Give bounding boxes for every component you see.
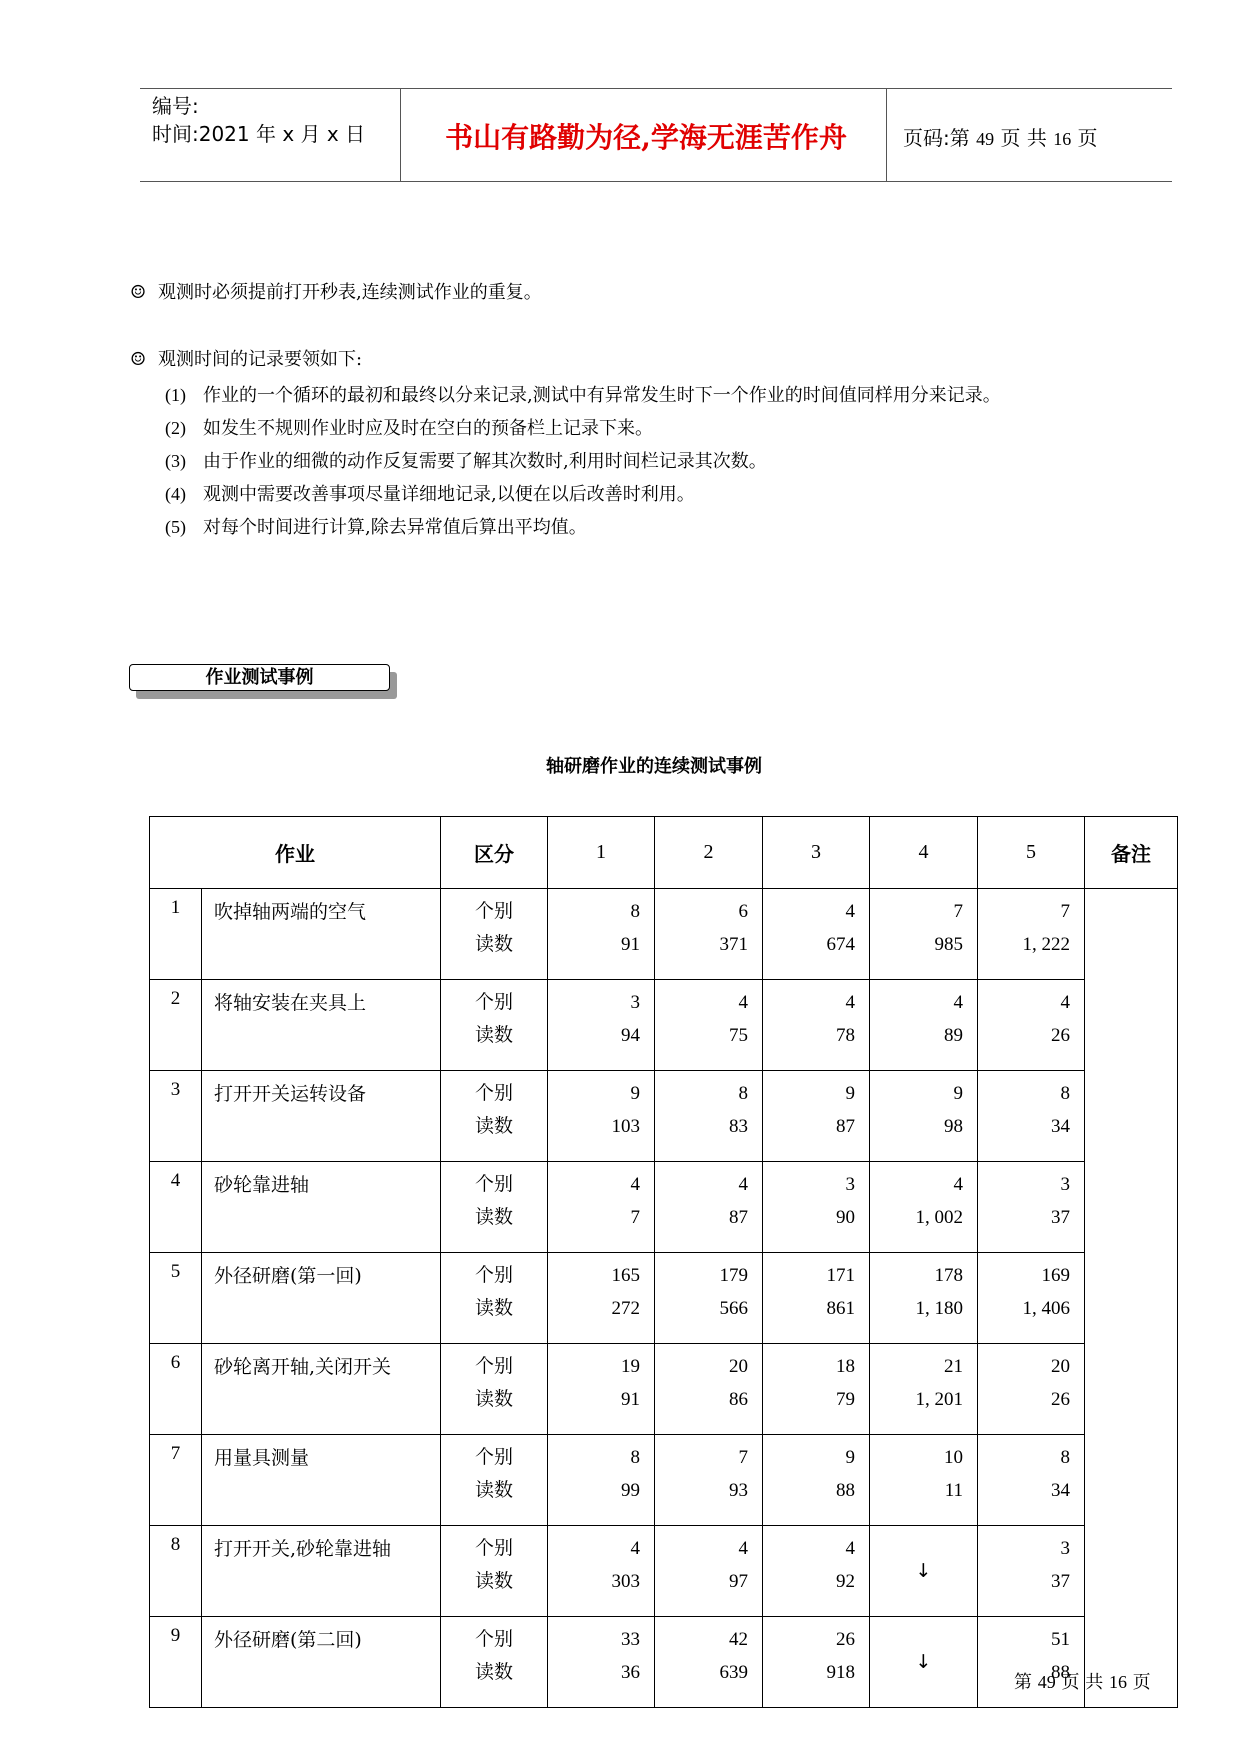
- value-cell: [870, 889, 978, 980]
- row-class: [441, 889, 548, 980]
- individual-value: 3: [630, 992, 640, 1013]
- row-task: 外径研磨(第二回): [202, 1617, 441, 1708]
- reading-value: 90: [836, 1207, 855, 1228]
- table-row: [150, 1162, 1178, 1253]
- footer-mid: 页 共: [1061, 1672, 1104, 1693]
- individual-value: 20: [1051, 1356, 1070, 1377]
- table-caption: 轴研磨作业的连续测试事例: [546, 756, 762, 777]
- reading-value: 674: [826, 934, 855, 955]
- row-task: 砂轮靠进轴: [202, 1162, 441, 1253]
- header-motto: 书山有路勤为径,学海无涯苦作舟: [445, 121, 847, 154]
- reading-value: 92: [836, 1571, 855, 1592]
- header-col-3: 3: [763, 817, 870, 889]
- individual-value: 165: [611, 1265, 640, 1286]
- individual-value: 4: [630, 1174, 640, 1195]
- individual-value: 4: [738, 1174, 748, 1195]
- individual-value: 18: [836, 1356, 855, 1377]
- class-individual: 个别: [474, 1537, 513, 1559]
- reading-value: 86: [729, 1389, 748, 1410]
- value-cell: [763, 1617, 870, 1708]
- reading-value: 88: [1051, 1662, 1070, 1683]
- individual-value: 4: [738, 1538, 748, 1559]
- value-cell: [655, 1344, 763, 1435]
- row-number: 8: [150, 1526, 202, 1617]
- page-current: 49: [976, 129, 995, 149]
- bullet-item: [130, 345, 362, 371]
- value-cell: [870, 1071, 978, 1162]
- class-individual: 个别: [474, 1082, 513, 1104]
- reading-value: 94: [621, 1025, 640, 1046]
- footer-prefix: 第: [1014, 1672, 1032, 1693]
- reading-value: 1, 180: [915, 1298, 963, 1319]
- class-reading: 读数: [474, 1661, 513, 1683]
- reading-value: 11: [944, 1480, 963, 1501]
- header-col-2: 2: [655, 817, 763, 889]
- code-label: 编号:: [152, 94, 199, 118]
- reading-value: 89: [944, 1025, 963, 1046]
- individual-value: 9: [630, 1083, 640, 1104]
- list-text: 由于作业的细微的动作反复需要了解其次数时,利用时间栏记录其次数。: [203, 451, 767, 472]
- table-row: [150, 889, 1178, 980]
- individual-value: 3: [845, 1174, 855, 1195]
- value-cell: [763, 1526, 870, 1617]
- value-cell: [655, 1162, 763, 1253]
- class-individual: 个别: [474, 900, 513, 922]
- measurement-table: [149, 816, 1178, 1708]
- individual-value: 4: [1060, 992, 1070, 1013]
- individual-value: 21: [944, 1356, 963, 1377]
- row-class: [441, 1071, 548, 1162]
- list-item: [165, 414, 653, 440]
- bullet-item: [130, 278, 542, 304]
- value-cell: [978, 980, 1085, 1071]
- row-number: 2: [150, 980, 202, 1071]
- reading-value: 37: [1051, 1571, 1070, 1592]
- value-cell: [655, 1435, 763, 1526]
- value-cell: [655, 1526, 763, 1617]
- value-cell: [655, 1071, 763, 1162]
- list-text: 对每个时间进行计算,除去异常值后算出平均值。: [203, 517, 587, 538]
- individual-value: 3: [1060, 1538, 1070, 1559]
- individual-value: 7: [953, 901, 963, 922]
- value-cell: [548, 1071, 655, 1162]
- reading-value: 91: [621, 1389, 640, 1410]
- reading-value: 26: [1051, 1389, 1070, 1410]
- reading-value: 83: [729, 1116, 748, 1137]
- reading-value: 918: [826, 1662, 855, 1683]
- header-col-4: 4: [870, 817, 978, 889]
- list-number: (3): [165, 451, 186, 471]
- list-text: 观测中需要改善事项尽量详细地记录,以便在以后改善时利用。: [203, 484, 695, 505]
- smiley-icon: ☺: [130, 282, 147, 303]
- list-item: [165, 513, 587, 539]
- row-class: [441, 1162, 548, 1253]
- list-item: [165, 447, 767, 473]
- header-class: 区分: [441, 817, 548, 889]
- footer-total: 16: [1108, 1672, 1127, 1692]
- value-cell: [870, 1435, 978, 1526]
- table-row: [150, 1071, 1178, 1162]
- value-cell: [763, 980, 870, 1071]
- value-cell: [978, 1162, 1085, 1253]
- header-top-rule: [140, 88, 1172, 89]
- value-cell: [548, 1526, 655, 1617]
- row-number: 4: [150, 1162, 202, 1253]
- list-number: (2): [165, 418, 186, 438]
- reading-value: 78: [836, 1025, 855, 1046]
- value-cell: [978, 1253, 1085, 1344]
- individual-value: 8: [1060, 1447, 1070, 1468]
- row-number: 5: [150, 1253, 202, 1344]
- list-item: [165, 480, 695, 506]
- individual-value: 4: [845, 992, 855, 1013]
- row-number: 3: [150, 1071, 202, 1162]
- individual-value: 178: [934, 1265, 963, 1286]
- reading-value: 1, 406: [1022, 1298, 1070, 1319]
- list-number: (4): [165, 484, 186, 504]
- value-cell: [548, 980, 655, 1071]
- reading-value: 371: [719, 934, 748, 955]
- row-number: 7: [150, 1435, 202, 1526]
- individual-value: 19: [621, 1356, 640, 1377]
- individual-value: 26: [836, 1629, 855, 1650]
- individual-value: 4: [738, 992, 748, 1013]
- value-cell: [548, 1344, 655, 1435]
- reading-value: 87: [729, 1207, 748, 1228]
- individual-value: 33: [621, 1629, 640, 1650]
- reading-value: 97: [729, 1571, 748, 1592]
- individual-value: 4: [630, 1538, 640, 1559]
- reading-value: 99: [621, 1480, 640, 1501]
- header-meta: [152, 92, 365, 148]
- class-individual: 个别: [474, 1628, 513, 1650]
- individual-value: 4: [953, 992, 963, 1013]
- reading-value: 91: [621, 934, 640, 955]
- header-task: 作业: [150, 817, 441, 889]
- reading-value: 37: [1051, 1207, 1070, 1228]
- value-cell: [763, 889, 870, 980]
- row-class: [441, 1344, 548, 1435]
- list-number: (1): [165, 385, 186, 405]
- individual-value: 179: [719, 1265, 748, 1286]
- table-row: [150, 1435, 1178, 1526]
- individual-value: 8: [630, 901, 640, 922]
- class-individual: 个别: [474, 1264, 513, 1286]
- individual-value: 51: [1051, 1629, 1070, 1650]
- page-total: 16: [1053, 129, 1072, 149]
- row-number: 9: [150, 1617, 202, 1708]
- individual-value: 4: [953, 1174, 963, 1195]
- list-text: 如发生不规则作业时应及时在空白的预备栏上记录下来。: [203, 418, 653, 439]
- row-number: 6: [150, 1344, 202, 1435]
- class-reading: 读数: [474, 1388, 513, 1410]
- class-reading: 读数: [474, 1206, 513, 1228]
- row-task: 用量具测量: [202, 1435, 441, 1526]
- table-header-row: [150, 817, 1178, 889]
- value-cell: [655, 889, 763, 980]
- row-task: 打开开关运转设备: [202, 1071, 441, 1162]
- row-task: 吹掉轴两端的空气: [202, 889, 441, 980]
- individual-value: 4: [845, 901, 855, 922]
- value-cell: [870, 1253, 978, 1344]
- individual-value: 3: [1060, 1174, 1070, 1195]
- value-cell: [548, 889, 655, 980]
- value-cell: [548, 1162, 655, 1253]
- reading-value: 1, 201: [915, 1389, 963, 1410]
- row-task: 外径研磨(第一回): [202, 1253, 441, 1344]
- class-individual: 个别: [474, 1446, 513, 1468]
- individual-value: 8: [630, 1447, 640, 1468]
- row-class: [441, 980, 548, 1071]
- reading-value: 26: [1051, 1025, 1070, 1046]
- value-cell: [978, 1344, 1085, 1435]
- reading-value: 88: [836, 1480, 855, 1501]
- row-class: [441, 1526, 548, 1617]
- class-individual: 个别: [474, 1173, 513, 1195]
- individual-value: 9: [953, 1083, 963, 1104]
- reading-value: 79: [836, 1389, 855, 1410]
- row-class: [441, 1253, 548, 1344]
- reading-value: 272: [611, 1298, 640, 1319]
- individual-value: 8: [738, 1083, 748, 1104]
- value-cell: [548, 1617, 655, 1708]
- smiley-icon: ☺: [130, 349, 147, 370]
- value-cell: [763, 1253, 870, 1344]
- row-task: 砂轮离开轴,关闭开关: [202, 1344, 441, 1435]
- footer-suffix: 页: [1132, 1672, 1151, 1693]
- time-label: 时间:2021 年 x 月 x 日: [152, 122, 366, 146]
- page-prefix: 页码:第: [903, 126, 970, 150]
- table-row: [150, 1344, 1178, 1435]
- down-arrow-icon: ↓: [870, 1526, 978, 1617]
- reading-value: 1, 002: [915, 1207, 963, 1228]
- list-item: [165, 381, 1001, 407]
- value-cell: [763, 1162, 870, 1253]
- reading-value: 75: [729, 1025, 748, 1046]
- individual-value: 169: [1041, 1265, 1070, 1286]
- row-task: 打开开关,砂轮靠进轴: [202, 1526, 441, 1617]
- list-number: (5): [165, 517, 186, 537]
- value-cell: [978, 1526, 1085, 1617]
- reading-value: 103: [611, 1116, 640, 1137]
- reading-value: 93: [729, 1480, 748, 1501]
- class-reading: 读数: [474, 1024, 513, 1046]
- individual-value: 8: [1060, 1083, 1070, 1104]
- row-task: 将轴安装在夹具上: [202, 980, 441, 1071]
- reading-value: 985: [934, 934, 963, 955]
- header-col-1: 1: [548, 817, 655, 889]
- section-tag: 作业测试事例: [129, 664, 390, 691]
- header-bottom-rule: [140, 181, 1172, 182]
- bullet-text: 观测时必须提前打开秒表,连续测试作业的重复。: [158, 282, 542, 303]
- individual-value: 7: [738, 1447, 748, 1468]
- value-cell: [655, 1253, 763, 1344]
- class-reading: 读数: [474, 1570, 513, 1592]
- individual-value: 9: [845, 1083, 855, 1104]
- reading-value: 566: [719, 1298, 748, 1319]
- class-reading: 读数: [474, 1297, 513, 1319]
- bullet-text: 观测时间的记录要领如下:: [158, 349, 363, 370]
- value-cell: [655, 1617, 763, 1708]
- reading-value: 34: [1051, 1480, 1070, 1501]
- value-cell: [548, 1435, 655, 1526]
- individual-value: 10: [944, 1447, 963, 1468]
- individual-value: 4: [845, 1538, 855, 1559]
- individual-value: 6: [738, 901, 748, 922]
- class-reading: 读数: [474, 1115, 513, 1137]
- page-suffix: 页: [1077, 126, 1098, 150]
- individual-value: 42: [729, 1629, 748, 1650]
- value-cell: [548, 1253, 655, 1344]
- reading-value: 98: [944, 1116, 963, 1137]
- header-page-indicator: [903, 122, 1098, 151]
- reading-value: 1, 222: [1022, 934, 1070, 955]
- individual-value: 7: [1060, 901, 1070, 922]
- table-row: [150, 980, 1178, 1071]
- value-cell: [978, 1071, 1085, 1162]
- row-number: 1: [150, 889, 202, 980]
- page-mid: 页 共: [1000, 126, 1047, 150]
- individual-value: 20: [729, 1356, 748, 1377]
- table-row: [150, 1526, 1178, 1617]
- value-cell: [763, 1344, 870, 1435]
- individual-value: 9: [845, 1447, 855, 1468]
- row-class: [441, 1435, 548, 1526]
- header-col-5: 5: [978, 817, 1085, 889]
- reading-value: 303: [611, 1571, 640, 1592]
- value-cell: [870, 980, 978, 1071]
- class-reading: 读数: [474, 1479, 513, 1501]
- class-reading: 读数: [474, 933, 513, 955]
- individual-value: 171: [826, 1265, 855, 1286]
- value-cell: [870, 1162, 978, 1253]
- reading-value: 36: [621, 1662, 640, 1683]
- footer-current: 49: [1037, 1672, 1056, 1692]
- reading-value: 34: [1051, 1116, 1070, 1137]
- note-cell: [1085, 889, 1178, 1708]
- row-class: [441, 1617, 548, 1708]
- down-arrow-icon: ↓: [870, 1617, 978, 1708]
- table-row: [150, 1253, 1178, 1344]
- page-footer: [1014, 1668, 1151, 1694]
- value-cell: [870, 1344, 978, 1435]
- value-cell: [978, 889, 1085, 980]
- list-text: 作业的一个循环的最初和最终以分来记录,测试中有异常发生时下一个作业的时间值同样用分来记录。: [203, 385, 1001, 406]
- value-cell: [978, 1435, 1085, 1526]
- reading-value: 639: [719, 1662, 748, 1683]
- class-individual: 个别: [474, 991, 513, 1013]
- reading-value: 87: [836, 1116, 855, 1137]
- value-cell: [763, 1071, 870, 1162]
- value-cell: [763, 1435, 870, 1526]
- reading-value: 861: [826, 1298, 855, 1319]
- reading-value: 7: [630, 1207, 640, 1228]
- header-divider-left: [400, 88, 401, 182]
- header-note: 备注: [1085, 817, 1178, 889]
- class-individual: 个别: [474, 1355, 513, 1377]
- value-cell: [655, 980, 763, 1071]
